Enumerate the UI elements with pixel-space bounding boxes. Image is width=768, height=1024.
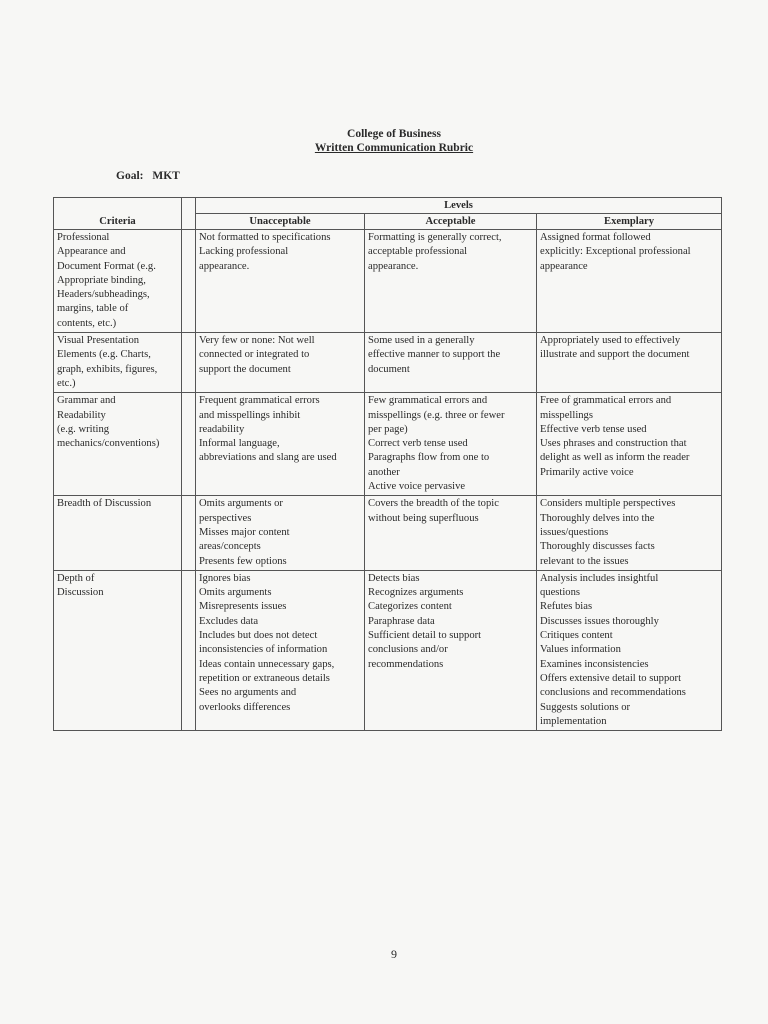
- column-gap: [182, 230, 196, 333]
- goal-line: [116, 170, 186, 182]
- acceptable-text-line: Sufficient detail to support: [368, 630, 482, 642]
- exemplary-text-line: Suggests solutions or: [540, 701, 631, 713]
- acceptable-text-line: Formatting is generally correct,: [368, 232, 502, 243]
- exemplary-text-line: Examines inconsistencies: [540, 658, 649, 670]
- rubric-title: Written Communication Rubric: [314, 142, 474, 154]
- exemplary-text-line: illustrate and support the document: [540, 349, 690, 361]
- unacceptable-text-line: Misses major content: [199, 526, 290, 538]
- unacceptable-cell: [196, 393, 365, 496]
- college-name: College of Business: [347, 128, 441, 140]
- criteria-text-line: (e.g. writing: [57, 423, 110, 435]
- criteria-text-line: Grammar and: [57, 395, 116, 407]
- column-header-unacceptable: Unacceptable: [196, 214, 365, 230]
- criteria-text-line: Headers/subheadings,: [57, 289, 150, 301]
- exemplary-text-line: relevant to the issues: [540, 555, 629, 567]
- criteria-text-line: Readability: [57, 409, 106, 421]
- exemplary-text-line: explicitly: Exceptional professional: [540, 246, 691, 258]
- criteria-text-line: Breadth of Discussion: [57, 498, 152, 510]
- acceptable-text-line: effective manner to support the: [368, 349, 501, 361]
- unacceptable-text-line: connected or integrated to: [199, 349, 310, 361]
- criteria-cell: [54, 570, 182, 730]
- rubric-table: [53, 197, 722, 731]
- unacceptable-text-line: Ideas contain unnecessary gaps,: [199, 658, 335, 670]
- acceptable-text-line: misspellings (e.g. three or fewer: [368, 409, 505, 421]
- exemplary-text-line: misspellings: [540, 409, 593, 421]
- unacceptable-cell: [196, 570, 365, 730]
- goal-label: Goal:: [116, 170, 144, 182]
- acceptable-text-line: Detects bias: [368, 572, 420, 584]
- unacceptable-text-line: support the document: [199, 363, 291, 375]
- unacceptable-text-line: perspectives: [199, 512, 252, 524]
- unacceptable-cell: [196, 496, 365, 570]
- levels-header: Levels: [196, 198, 722, 214]
- exemplary-text-line: questions: [540, 587, 581, 599]
- acceptable-text-line: Correct verb tense used: [368, 438, 468, 450]
- exemplary-text-line: Primarily active voice: [540, 466, 634, 478]
- exemplary-text-line: conclusions and recommendations: [540, 687, 686, 699]
- criteria-text-line: Appropriate binding,: [57, 274, 146, 286]
- unacceptable-cell: [196, 230, 365, 333]
- acceptable-text-line: Some used in a generally: [368, 335, 475, 347]
- unacceptable-text-line: Lacking professional: [199, 246, 289, 258]
- acceptable-text-line: per page): [368, 423, 408, 435]
- goal-value: MKT: [152, 170, 180, 182]
- acceptable-text-line: without being superfluous: [368, 512, 479, 524]
- column-header-acceptable: Acceptable: [365, 214, 537, 230]
- acceptable-text-line: recommendations: [368, 658, 444, 670]
- acceptable-text-line: appearance.: [368, 260, 419, 272]
- unacceptable-text-line: overlooks differences: [199, 701, 291, 713]
- criteria-text-line: Elements (e.g. Charts,: [57, 349, 151, 361]
- unacceptable-text-line: and misspellings inhibit: [199, 409, 301, 421]
- acceptable-text-line: Paraphrase data: [368, 615, 435, 627]
- unacceptable-text-line: Presents few options: [199, 555, 287, 567]
- unacceptable-text-line: Ignores bias: [199, 572, 251, 584]
- table-row: [54, 496, 722, 570]
- exemplary-text-line: Effective verb tense used: [540, 423, 647, 435]
- title-block: [0, 127, 768, 155]
- unacceptable-text-line: Not formatted to specifications: [199, 232, 331, 243]
- header-row-levels: [54, 198, 722, 214]
- acceptable-text-line: conclusions and/or: [368, 644, 448, 656]
- exemplary-text-line: Values information: [540, 644, 621, 656]
- acceptable-text-line: acceptable professional: [368, 246, 468, 258]
- exemplary-cell: [537, 230, 722, 333]
- criteria-text-line: mechanics/conventions): [57, 438, 160, 450]
- unacceptable-text-line: Includes but does not detect: [199, 630, 318, 642]
- exemplary-text-line: Free of grammatical errors and: [540, 395, 672, 407]
- exemplary-cell: [537, 333, 722, 393]
- table-row: [54, 230, 722, 333]
- column-gap: [182, 198, 196, 230]
- column-gap: [182, 496, 196, 570]
- unacceptable-text-line: Excludes data: [199, 615, 259, 627]
- criteria-text-line: Document Format (e.g.: [57, 260, 156, 272]
- criteria-text-line: contents, etc.): [57, 317, 117, 329]
- acceptable-text-line: Paragraphs flow from one to: [368, 452, 490, 464]
- acceptable-text-line: Categorizes content: [368, 601, 452, 613]
- exemplary-text-line: Uses phrases and construction that: [540, 438, 687, 450]
- unacceptable-text-line: Frequent grammatical errors: [199, 395, 320, 407]
- column-gap: [182, 333, 196, 393]
- criteria-text-line: Visual Presentation: [57, 335, 140, 347]
- acceptable-cell: [365, 496, 537, 570]
- exemplary-cell: [537, 393, 722, 496]
- acceptable-cell: [365, 393, 537, 496]
- exemplary-text-line: Appropriately used to effectively: [540, 335, 681, 347]
- exemplary-text-line: Analysis includes insightful: [540, 572, 659, 584]
- exemplary-text-line: Offers extensive detail to support: [540, 672, 682, 684]
- criteria-text-line: Appearance and: [57, 246, 126, 258]
- column-gap: [182, 570, 196, 730]
- acceptable-cell: [365, 333, 537, 393]
- criteria-text-line: etc.): [57, 377, 76, 389]
- criteria-text-line: Discussion: [57, 587, 104, 599]
- exemplary-text-line: Refutes bias: [540, 601, 593, 613]
- criteria-text-line: Professional: [57, 232, 110, 243]
- exemplary-text-line: Thoroughly delves into the: [540, 512, 655, 524]
- exemplary-cell: [537, 496, 722, 570]
- table-row: [54, 393, 722, 496]
- unacceptable-text-line: repetition or extraneous details: [199, 672, 330, 684]
- page-number: 9: [391, 947, 397, 961]
- unacceptable-text-line: abbreviations and slang are used: [199, 452, 337, 464]
- acceptable-text-line: another: [368, 466, 400, 478]
- acceptable-text-line: document: [368, 363, 410, 375]
- exemplary-text-line: delight as well as inform the reader: [540, 452, 690, 464]
- exemplary-text-line: Considers multiple perspectives: [540, 498, 676, 510]
- unacceptable-text-line: Omits arguments: [199, 587, 272, 599]
- criteria-cell: [54, 333, 182, 393]
- exemplary-text-line: implementation: [540, 715, 607, 727]
- unacceptable-text-line: Misrepresents issues: [199, 601, 287, 613]
- criteria-cell: [54, 393, 182, 496]
- criteria-cell: [54, 496, 182, 570]
- unacceptable-text-line: Informal language,: [199, 438, 280, 450]
- criteria-text-line: Depth of: [57, 572, 95, 584]
- table-row: [54, 333, 722, 393]
- exemplary-text-line: Assigned format followed: [540, 232, 651, 243]
- unacceptable-text-line: inconsistencies of information: [199, 644, 328, 656]
- unacceptable-text-line: appearance.: [199, 260, 250, 272]
- unacceptable-text-line: Very few or none: Not well: [199, 335, 315, 347]
- exemplary-text-line: issues/questions: [540, 526, 609, 538]
- exemplary-text-line: Discusses issues thoroughly: [540, 615, 659, 627]
- table-row: [54, 570, 722, 730]
- column-header-exemplary: Exemplary: [537, 214, 722, 230]
- exemplary-text-line: Critiques content: [540, 630, 613, 642]
- unacceptable-text-line: Omits arguments or: [199, 498, 283, 510]
- acceptable-text-line: Few grammatical errors and: [368, 395, 488, 407]
- criteria-text-line: margins, table of: [57, 303, 129, 315]
- acceptable-cell: [365, 230, 537, 333]
- unacceptable-text-line: areas/concepts: [199, 541, 261, 553]
- exemplary-text-line: appearance: [540, 260, 588, 272]
- unacceptable-text-line: readability: [199, 423, 245, 435]
- exemplary-text-line: Thoroughly discusses facts: [540, 541, 655, 553]
- acceptable-text-line: Recognizes arguments: [368, 587, 464, 599]
- criteria-text-line: graph, exhibits, figures,: [57, 363, 158, 375]
- acceptable-text-line: Covers the breadth of the topic: [368, 498, 499, 510]
- criteria-header: Criteria: [54, 198, 182, 230]
- column-gap: [182, 393, 196, 496]
- unacceptable-cell: [196, 333, 365, 393]
- criteria-cell: [54, 230, 182, 333]
- acceptable-cell: [365, 570, 537, 730]
- acceptable-text-line: Active voice pervasive: [368, 481, 466, 493]
- exemplary-cell: [537, 570, 722, 730]
- unacceptable-text-line: Sees no arguments and: [199, 687, 297, 699]
